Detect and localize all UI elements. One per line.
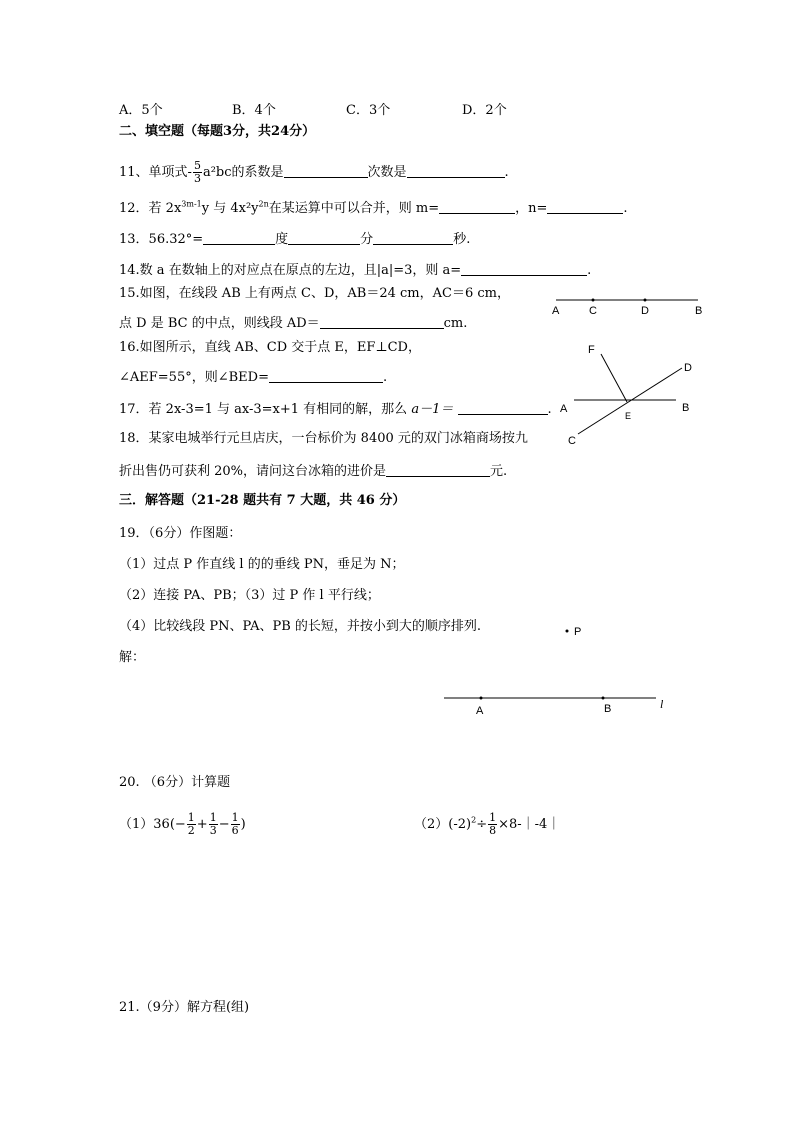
answer-blank[interactable] <box>439 199 515 214</box>
choice-a: A．5个 <box>119 103 163 118</box>
label-a: A <box>476 705 484 717</box>
section2-title: 二、填空题（每题3分，共24分） <box>119 124 316 139</box>
answer-blank[interactable] <box>320 314 444 329</box>
label-a: A <box>560 403 568 415</box>
intersecting-lines-figure-16 <box>556 340 706 450</box>
question-18-line2: 折出售仍可获利 20%，请问这台冰箱的进价是 元. <box>119 464 508 479</box>
question-20-part1: （1）36(− $\frac{1}{2}$ + $\frac{1}{3}$ − $\frac{1}{6}$ ) <box>119 811 246 837</box>
label-b: B <box>695 305 703 317</box>
question-20-part2: $(2)(-2)^2\div$ $\frac{1}{8}$ ×8-｜-4｜ <box>414 811 561 837</box>
question-15-line2: 点 D 是 BC 的中点，则线段 AD＝ cm. <box>119 316 468 331</box>
point-p <box>566 630 569 633</box>
label-d: D <box>684 362 692 374</box>
question-16-line2: ∠AEF=55°，则∠BED= . <box>119 370 388 385</box>
answer-blank[interactable] <box>461 261 587 276</box>
label-c: C <box>589 305 597 317</box>
fraction: $\frac{5}{3}$ <box>193 159 201 185</box>
question-16-line1: 16.如图所示，直线 AB、CD 交于点 E，EF⊥CD， <box>119 340 421 355</box>
question-21-title: 21.（9分）解方程(组) <box>119 1000 250 1015</box>
choice-b: B．4个 <box>232 103 276 118</box>
point-b <box>602 697 605 700</box>
ray-ef <box>601 354 627 402</box>
answer-blank[interactable] <box>407 163 505 178</box>
question-18-line1: 18．某家电城举行元旦店庆，一台标价为 8400 元的双门冰箱商场按九 <box>119 431 528 446</box>
question-20-title: 20. （6分）计算题 <box>119 775 231 790</box>
point-a <box>480 697 483 700</box>
point-c <box>592 299 595 302</box>
answer-label: 解： <box>119 650 146 665</box>
label-e: E <box>625 411 632 421</box>
answer-blank[interactable] <box>284 163 368 178</box>
point-d <box>644 299 647 302</box>
answer-blank[interactable] <box>203 230 275 245</box>
question-19-step4: （4）比较线段 PN、PA、PB 的长短，并按小到大的顺序排列. <box>119 619 482 634</box>
line-cd <box>578 368 682 434</box>
answer-blank[interactable] <box>386 462 490 477</box>
answer-blank[interactable] <box>269 368 383 383</box>
question-14: 14.数 a 在数轴上的对应点在原点的左边，且|a|=3，则 a= . <box>119 263 592 278</box>
label-b: B <box>604 703 612 715</box>
label-f: F <box>588 344 595 356</box>
segment-figure-15 <box>548 290 718 322</box>
label-p: P <box>574 626 582 638</box>
answer-blank[interactable] <box>373 230 453 245</box>
label-c: C <box>568 435 576 447</box>
question-15-line1: 15.如图，在线段 AB 上有两点 C、D，AB＝24 cm，AC＝6 cm， <box>119 286 510 301</box>
question-13: 13．56.32°= 度 分 秒. <box>119 232 471 247</box>
label-b: B <box>682 402 690 414</box>
label-a: A <box>552 305 560 317</box>
question-19-step2: （2）连接 PA、PB；（3）过 P 作 l 平行线； <box>119 588 380 603</box>
question-12: 12．若 $2x^{3m-1}y$ 与 $4x^2y^{2n}$在某运算中可以合并，则 m= ，n= . <box>119 199 628 216</box>
choice-d: D．2个 <box>462 103 507 118</box>
line-l-figure-19 <box>440 620 680 720</box>
question-11: 11、单项式- $\frac{5}{3}$ a²bc的系数是 次数是 . <box>119 159 509 185</box>
answer-blank[interactable] <box>288 230 360 245</box>
answer-blank[interactable] <box>547 199 623 214</box>
question-17: 17．若 2x-3=1 与 ax-3=x+1 有相同的解，那么 a－1＝ . <box>119 402 552 417</box>
label-l: l <box>660 697 664 711</box>
answer-blank[interactable] <box>458 400 548 415</box>
label-d: D <box>641 305 649 317</box>
section3-title: 三．解答题（21-28 题共有 7 大题，共 46 分） <box>119 493 406 508</box>
question-19-step1: （1）过点 P 作直线 l 的的垂线 PN，垂足为 N； <box>119 557 405 572</box>
choice-c: C．3个 <box>346 103 391 118</box>
question-19-title: 19．（6分）作图题： <box>119 526 242 541</box>
